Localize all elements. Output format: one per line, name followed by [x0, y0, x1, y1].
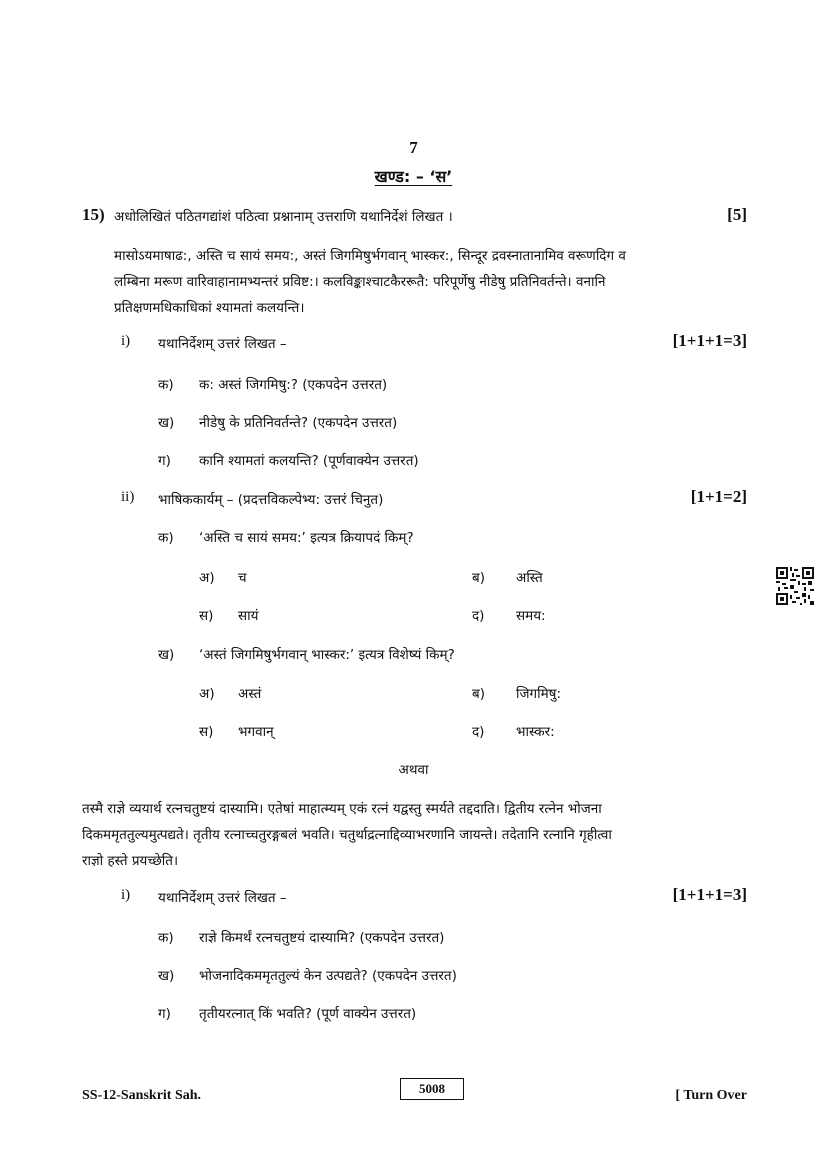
- option-text: अस्तं: [238, 686, 262, 702]
- option-text: सायं: [238, 608, 259, 624]
- option-label: स): [199, 608, 214, 624]
- part-i-item-label: ग): [158, 453, 171, 469]
- option-label: अ): [199, 570, 215, 586]
- page-number: 7: [409, 138, 418, 157]
- option-text: समय:: [516, 608, 546, 624]
- passage-alt: [82, 796, 748, 874]
- part-ii-numeral: ii): [121, 489, 135, 505]
- passage-line: लम्बिना मरूण वारिवाहानामभ्यन्तरं प्रविष्ट:। कलविङ्काश्चाटकैररूतै: परिपूर्णेषु नीडेषु प्रतिनिवर्तन्ते। वनानि: [114, 274, 606, 290]
- part-ii-item-text: ‘अस्तं जिगमिषुर्भगवान् भास्कर:’ इत्यत्र विशेष्यं किम्?: [199, 647, 455, 663]
- part-i-alt-title: यथानिर्देशम् उत्तरं लिखत –: [158, 890, 287, 906]
- part-ii-item-label: ख): [158, 647, 175, 663]
- part-ii-item-label: क): [158, 530, 174, 546]
- part-i-marks: [1+1+1=3]: [672, 331, 747, 350]
- option-label: ब): [472, 686, 485, 702]
- passage-line: तस्मै राज्ञे व्ययार्थ रत्नचतुष्टयं दास्यामि। एतेषां माहात्म्यम् एकं रत्नं यद्वस्तु स्मर्यते तद्ददाति। द्वितीय रत्नेन भोजना: [82, 801, 602, 817]
- part-i-title: यथानिर्देशम् उत्तरं लिखत –: [158, 336, 287, 352]
- part-i-alt-numeral: i): [121, 887, 131, 903]
- part-ii-marks: [1+1=2]: [690, 487, 747, 506]
- part-i-item-text: कानि श्यामतां कलयन्ति? (पूर्णवाक्येन उत्तरत): [199, 453, 419, 469]
- option-text: च: [238, 570, 247, 586]
- option-label: द): [472, 724, 485, 740]
- part-i-item-label: क): [158, 377, 174, 393]
- part-i-alt-item-label: ख): [158, 968, 175, 984]
- part-i-alt-item-label: ग): [158, 1006, 171, 1022]
- question-marks: [5]: [727, 205, 747, 224]
- part-i-numeral: i): [121, 333, 131, 349]
- qr-code-icon: [776, 567, 814, 605]
- option-text: अस्ति: [516, 570, 543, 586]
- part-i-alt-item-text: भोजनादिकममृततुल्यं केन उत्पद्यते? (एकपदेन उत्तरत): [199, 968, 457, 984]
- option-text: जिगमिषु:: [516, 686, 562, 702]
- part-i-alt-item-label: क): [158, 930, 174, 946]
- part-i-item-text: क: अस्तं जिगमिषु:? (एकपदेन उत्तरत): [199, 377, 388, 393]
- part-ii-item-text: ‘अस्ति च सायं समय:’ इत्यत्र क्रियापदं किम्?: [199, 530, 414, 546]
- athava-divider: अथवा: [398, 762, 429, 778]
- part-i-item-label: ख): [158, 415, 175, 431]
- footer-page-code: 5008: [400, 1078, 464, 1100]
- option-text: भगवान्: [238, 724, 274, 740]
- option-text: भास्कर:: [516, 724, 555, 740]
- part-i-alt-item-text: तृतीयरत्नात् किं भवति? (पूर्ण वाक्येन उत्तरत): [199, 1006, 417, 1022]
- option-label: स): [199, 724, 214, 740]
- part-i-alt-marks: [1+1+1=3]: [672, 885, 747, 904]
- passage-line: दिकममृततुल्यमुत्पद्यते। तृतीय रत्नाच्चतुरङ्गबलं भवति। चतुर्थाद्रत्नाद्दिव्याभरणानि जायन्ते। तदेतानि रत्नानि गृहीत्वा: [82, 827, 612, 843]
- part-i-alt-item-text: राज्ञे किमर्थं रत्नचतुष्टयं दास्यामि? (एकपदेन उत्तरत): [199, 930, 445, 946]
- part-i-item-text: नीडेषु के प्रतिनिवर्तन्ते? (एकपदेन उत्तरत): [199, 415, 398, 431]
- section-title: खण्ड: – ‘स’: [374, 167, 453, 186]
- passage-line: प्रतिक्षणमधिकाधिकां श्यामतां कलयन्ति।: [114, 300, 305, 316]
- passage: [114, 243, 748, 321]
- option-label: अ): [199, 686, 215, 702]
- question-instruction: अधोलिखितं पठितगद्यांशं पठित्वा प्रश्नानाम् उत्तराणि यथानिर्देशं लिखत ।: [114, 209, 453, 225]
- passage-line: मासोऽयमाषाढ:, अस्ति च सायं समय:, अस्तं जिगमिषुर्भगवान् भास्कर:, सिन्दूर द्रवस्नातानामिव वरूणदिग व: [114, 248, 626, 264]
- part-ii-title: भाषिककार्यम् – (प्रदत्तविकल्पेभ्य: उत्तरं चिनुत): [158, 492, 384, 508]
- option-label: ब): [472, 570, 485, 586]
- footer-paper-code: SS-12-Sanskrit Sah.: [82, 1088, 202, 1103]
- passage-line: राज्ञो हस्ते प्रयच्छेति।: [82, 853, 179, 869]
- footer-turn-over: [ Turn Over: [675, 1088, 747, 1103]
- question-number: 15): [82, 205, 105, 224]
- option-label: द): [472, 608, 485, 624]
